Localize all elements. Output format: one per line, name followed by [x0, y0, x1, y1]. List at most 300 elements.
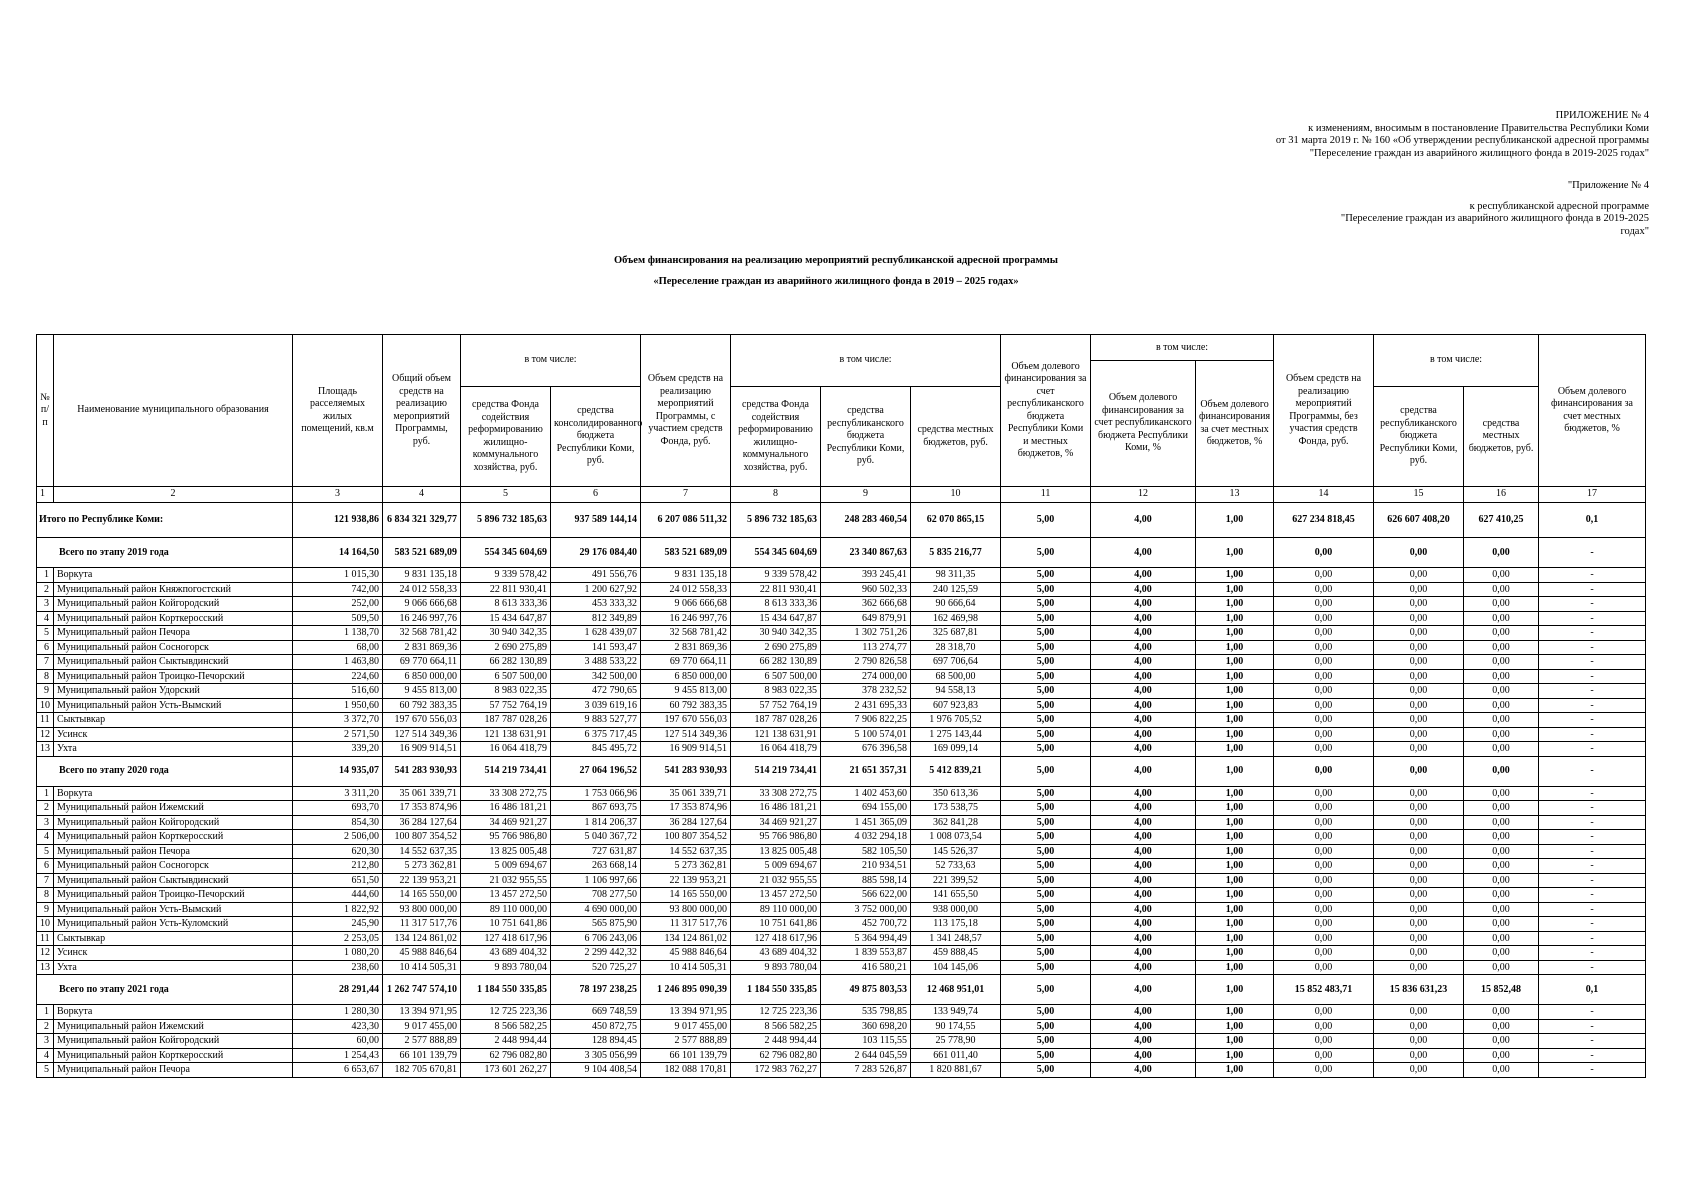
table-cell: 8 983 022,35	[461, 684, 551, 699]
table-cell: 9 883 527,77	[551, 713, 641, 728]
table-row	[37, 1005, 1646, 1020]
table-cell: 197 670 556,03	[383, 713, 461, 728]
table-cell: 0,00	[1374, 946, 1464, 961]
municipality-name: Муниципальный район Корткеросский	[54, 1048, 293, 1063]
table-cell: 0,00	[1374, 1019, 1464, 1034]
table-cell: -	[1539, 1034, 1646, 1049]
row-index: 8	[37, 888, 54, 903]
table-cell: 2 448 994,44	[731, 1034, 821, 1049]
row-index: 10	[37, 698, 54, 713]
table-cell: 0,00	[1274, 727, 1374, 742]
document-title: Объем финансирования на реализацию мероприятий республиканской адресной программы	[614, 255, 1058, 266]
table-cell: 12 725 223,36	[731, 1005, 821, 1020]
table-cell: 212,80	[293, 859, 383, 874]
total-cell: 5 896 732 185,63	[731, 503, 821, 538]
stage-row	[37, 756, 1646, 786]
table-row	[37, 669, 1646, 684]
table-cell: 30 940 342,35	[461, 626, 551, 641]
total-cell: 627 410,25	[1464, 503, 1539, 538]
table-cell: 5,00	[1001, 1063, 1091, 1078]
table-cell: 4,00	[1091, 1019, 1196, 1034]
table-cell: 5,00	[1001, 946, 1091, 961]
municipality-name: Муниципальный район Сосногорск	[54, 859, 293, 874]
table-cell: 4,00	[1091, 888, 1196, 903]
table-cell: 4,00	[1091, 684, 1196, 699]
column-number: 9	[821, 487, 911, 503]
table-cell: 1,00	[1196, 888, 1274, 903]
column-number: 13	[1196, 487, 1274, 503]
table-cell: 1 008 073,54	[911, 830, 1001, 845]
table-body	[37, 503, 1646, 1078]
table-cell: 94 558,13	[911, 684, 1001, 699]
table-cell: 0,00	[1274, 698, 1374, 713]
table-cell: 5,00	[1001, 815, 1091, 830]
table-cell: -	[1539, 597, 1646, 612]
stage-cell: 0,00	[1274, 756, 1374, 786]
header-local: средства местных бюджетов, руб.	[911, 387, 1001, 487]
municipality-name: Ухта	[54, 742, 293, 757]
table-cell: 5,00	[1001, 698, 1091, 713]
table-cell: -	[1539, 815, 1646, 830]
table-cell: 24 012 558,33	[383, 582, 461, 597]
table-cell: 393 245,41	[821, 568, 911, 583]
table-cell: -	[1539, 873, 1646, 888]
stage-cell: 1,00	[1196, 975, 1274, 1005]
table-cell: 13 394 971,95	[383, 1005, 461, 1020]
table-cell: 1 015,30	[293, 568, 383, 583]
table-cell: 1 280,30	[293, 1005, 383, 1020]
table-cell: 1 628 439,07	[551, 626, 641, 641]
table-cell: 4,00	[1091, 669, 1196, 684]
table-cell: 134 124 861,02	[641, 931, 731, 946]
table-cell: 60,00	[293, 1034, 383, 1049]
table-cell: 4,00	[1091, 830, 1196, 845]
stage-cell: 14 935,07	[293, 756, 383, 786]
stage-cell: 5,00	[1001, 756, 1091, 786]
municipality-name: Сыктывкар	[54, 931, 293, 946]
table-cell: 0,00	[1374, 786, 1464, 801]
table-cell: 0,00	[1464, 844, 1539, 859]
municipality-name: Муниципальный район Койгородский	[54, 1034, 293, 1049]
table-cell: 5,00	[1001, 801, 1091, 816]
stage-cell: 4,00	[1091, 538, 1196, 568]
total-cell: 6 834 321 329,77	[383, 503, 461, 538]
table-cell: 0,00	[1464, 815, 1539, 830]
table-cell: 5 100 574,01	[821, 727, 911, 742]
stage-cell: 554 345 604,69	[461, 538, 551, 568]
table-cell: 4,00	[1091, 1034, 1196, 1049]
stage-cell: 0,00	[1464, 756, 1539, 786]
table-cell: 1,00	[1196, 582, 1274, 597]
stage-cell: 514 219 734,41	[731, 756, 821, 786]
table-cell: 1,00	[1196, 1034, 1274, 1049]
table-cell: 472 790,65	[551, 684, 641, 699]
table-cell: 141 655,50	[911, 888, 1001, 903]
table-cell: 2 506,00	[293, 830, 383, 845]
table-cell: 845 495,72	[551, 742, 641, 757]
table-cell: 5 040 367,72	[551, 830, 641, 845]
table-cell: 68,00	[293, 640, 383, 655]
municipality-name: Усинск	[54, 727, 293, 742]
table-cell: 36 284 127,64	[383, 815, 461, 830]
table-cell: 182 705 670,81	[383, 1063, 461, 1078]
table-cell: 9 893 780,04	[731, 960, 821, 975]
table-cell: 22 811 930,41	[731, 582, 821, 597]
table-cell: 0,00	[1374, 801, 1464, 816]
table-cell: 60 792 383,35	[641, 698, 731, 713]
table-cell: -	[1539, 626, 1646, 641]
table-cell: 197 670 556,03	[641, 713, 731, 728]
municipality-name: Сыктывкар	[54, 713, 293, 728]
table-cell: -	[1539, 684, 1646, 699]
table-cell: -	[1539, 669, 1646, 684]
table-cell: 0,00	[1464, 786, 1539, 801]
table-cell: 32 568 781,42	[383, 626, 461, 641]
table-cell: 520 725,27	[551, 960, 641, 975]
table-cell: 62 796 082,80	[731, 1048, 821, 1063]
table-row	[37, 655, 1646, 670]
stage-cell: 0,00	[1274, 538, 1374, 568]
table-cell: 16 486 181,21	[731, 801, 821, 816]
stage-cell: -	[1539, 756, 1646, 786]
table-cell: 0,00	[1274, 859, 1374, 874]
table-cell: 93 800 000,00	[383, 902, 461, 917]
table-cell: 127 418 617,96	[731, 931, 821, 946]
table-cell: 9 104 408,54	[551, 1063, 641, 1078]
table-cell: 812 349,89	[551, 611, 641, 626]
table-cell: 32 568 781,42	[641, 626, 731, 641]
table-row	[37, 946, 1646, 961]
table-cell: 0,00	[1274, 568, 1374, 583]
table-cell: 4,00	[1091, 917, 1196, 932]
table-cell: 0,00	[1274, 931, 1374, 946]
header-share-rep: Объем долевого финансирования за счет республиканского бюджета Республики Коми, %	[1091, 361, 1196, 487]
table-cell: 0,00	[1464, 888, 1539, 903]
table-cell: 1 451 365,09	[821, 815, 911, 830]
municipality-name: Муниципальный район Печора	[54, 626, 293, 641]
stage-cell: 14 164,50	[293, 538, 383, 568]
stage-cell: 514 219 734,41	[461, 756, 551, 786]
table-cell: 35 061 339,71	[641, 786, 731, 801]
appendix-title: ПРИЛОЖЕНИЕ № 4	[1555, 110, 1649, 121]
table-cell: 0,00	[1464, 611, 1539, 626]
table-cell: 0,00	[1374, 844, 1464, 859]
table-cell: 362 666,68	[821, 597, 911, 612]
table-cell: 4,00	[1091, 844, 1196, 859]
municipality-name: Муниципальный район Усть-Вымский	[54, 698, 293, 713]
header-rep-budget-2: средства республиканского бюджета Республики Коми, руб.	[1374, 387, 1464, 487]
municipality-name: Муниципальный район Удорский	[54, 684, 293, 699]
table-cell: 0,00	[1274, 830, 1374, 845]
table-cell: 5,00	[1001, 1034, 1091, 1049]
table-cell: 7 283 526,87	[821, 1063, 911, 1078]
table-cell: 1,00	[1196, 931, 1274, 946]
table-cell: 661 011,40	[911, 1048, 1001, 1063]
table-cell: -	[1539, 698, 1646, 713]
table-row	[37, 713, 1646, 728]
table-cell: 5,00	[1001, 931, 1091, 946]
table-cell: 4,00	[1091, 727, 1196, 742]
table-cell: 938 000,00	[911, 902, 1001, 917]
stage-cell: 23 340 867,63	[821, 538, 911, 568]
column-numbers-row	[37, 487, 1646, 503]
table-cell: 0,00	[1274, 626, 1374, 641]
table-cell: 0,00	[1374, 684, 1464, 699]
table-cell: 89 110 000,00	[731, 902, 821, 917]
header-fund-2: средства Фонда содействия реформированию жилищно-коммунального хозяйства, руб.	[731, 387, 821, 487]
municipality-name: Муниципальный район Троицко-Печорский	[54, 888, 293, 903]
table-cell: 43 689 404,32	[731, 946, 821, 961]
stage-cell: 49 875 803,53	[821, 975, 911, 1005]
table-cell: -	[1539, 611, 1646, 626]
municipality-name: Муниципальный район Сосногорск	[54, 640, 293, 655]
table-cell: 89 110 000,00	[461, 902, 551, 917]
table-cell: 238,60	[293, 960, 383, 975]
table-cell: 1 976 705,52	[911, 713, 1001, 728]
table-row	[37, 786, 1646, 801]
header-share-local: Объем долевого финансирования за счет местных бюджетов, %	[1196, 361, 1274, 487]
row-index: 6	[37, 859, 54, 874]
table-cell: 5,00	[1001, 626, 1091, 641]
stage-cell: -	[1539, 538, 1646, 568]
table-cell: 21 032 955,55	[731, 873, 821, 888]
column-number: 2	[54, 487, 293, 503]
table-cell: 342 500,00	[551, 669, 641, 684]
table-cell: 2 790 826,58	[821, 655, 911, 670]
table-cell: 16 064 418,79	[731, 742, 821, 757]
table-cell: 444,60	[293, 888, 383, 903]
table-cell: 1,00	[1196, 698, 1274, 713]
table-cell: -	[1539, 946, 1646, 961]
table-cell: 9 066 666,68	[383, 597, 461, 612]
table-cell: 4,00	[1091, 698, 1196, 713]
table-cell: 1 753 066,96	[551, 786, 641, 801]
table-cell: 4,00	[1091, 960, 1196, 975]
table-cell: 1 839 553,87	[821, 946, 911, 961]
table-cell: 0,00	[1274, 1048, 1374, 1063]
table-cell: 60 792 383,35	[383, 698, 461, 713]
stage-label: Всего по этапу 2021 года	[37, 975, 293, 1005]
table-cell: -	[1539, 1019, 1646, 1034]
table-cell: 252,00	[293, 597, 383, 612]
table-row	[37, 859, 1646, 874]
stage-cell: 78 197 238,25	[551, 975, 641, 1005]
table-row	[37, 698, 1646, 713]
stage-cell: 12 468 951,01	[911, 975, 1001, 1005]
table-cell: 34 469 921,27	[461, 815, 551, 830]
table-cell: 1,00	[1196, 742, 1274, 757]
table-cell: 2 577 888,89	[641, 1034, 731, 1049]
table-cell: 1,00	[1196, 713, 1274, 728]
table-cell: 245,90	[293, 917, 383, 932]
stage-cell: 15 852,48	[1464, 975, 1539, 1005]
table-cell: 90 666,64	[911, 597, 1001, 612]
total-cell: 627 234 818,45	[1274, 503, 1374, 538]
table-cell: 4,00	[1091, 713, 1196, 728]
table-cell: 3 311,20	[293, 786, 383, 801]
table-cell: 5,00	[1001, 888, 1091, 903]
table-cell: 5,00	[1001, 727, 1091, 742]
column-number: 14	[1274, 487, 1374, 503]
table-cell: 2 448 994,44	[461, 1034, 551, 1049]
total-cell: 62 070 865,15	[911, 503, 1001, 538]
table-cell: 0,00	[1464, 801, 1539, 816]
table-cell: 0,00	[1374, 1048, 1464, 1063]
table-cell: 5,00	[1001, 873, 1091, 888]
header-consolidated: средства консолидированного бюджета Республики Коми, руб.	[551, 387, 641, 487]
table-cell: 1 950,60	[293, 698, 383, 713]
column-number: 3	[293, 487, 383, 503]
table-row	[37, 568, 1646, 583]
header-share-total: Объем долевого финансирования за счет республиканского бюджета Республики Коми и местных бюджетов, %	[1001, 335, 1091, 487]
total-cell: 5 896 732 185,63	[461, 503, 551, 538]
table-cell: 1,00	[1196, 727, 1274, 742]
table-cell: 14 165 550,00	[383, 888, 461, 903]
table-cell: 10 751 641,86	[731, 917, 821, 932]
table-cell: 182 088 170,81	[641, 1063, 731, 1078]
table-row	[37, 815, 1646, 830]
table-cell: 651,50	[293, 873, 383, 888]
table-cell: 5,00	[1001, 655, 1091, 670]
municipality-name: Муниципальный район Усть-Куломский	[54, 917, 293, 932]
table-cell: 9 893 780,04	[461, 960, 551, 975]
table-cell: 4,00	[1091, 626, 1196, 641]
table-row	[37, 960, 1646, 975]
stage-cell: 0,00	[1374, 538, 1464, 568]
table-cell: 0,00	[1274, 582, 1374, 597]
table-cell: 22 139 953,21	[641, 873, 731, 888]
table-cell: 0,00	[1274, 888, 1374, 903]
table-cell: 5,00	[1001, 713, 1091, 728]
header-num: № п/п	[37, 335, 54, 487]
table-cell: 4,00	[1091, 742, 1196, 757]
stage-cell: 1 184 550 335,85	[731, 975, 821, 1005]
table-cell: 960 502,33	[821, 582, 911, 597]
table-cell: 0,00	[1464, 742, 1539, 757]
header-name: Наименование муниципального образования	[54, 335, 293, 487]
table-cell: 17 353 874,96	[383, 801, 461, 816]
table-cell: 5,00	[1001, 917, 1091, 932]
table-cell: 0,00	[1274, 1063, 1374, 1078]
table-cell: 4,00	[1091, 873, 1196, 888]
municipality-name: Воркута	[54, 786, 293, 801]
row-index: 3	[37, 1034, 54, 1049]
table-cell: 0,00	[1274, 655, 1374, 670]
table-cell: 169 099,14	[911, 742, 1001, 757]
table-cell: 69 770 664,11	[383, 655, 461, 670]
table-cell: 669 748,59	[551, 1005, 641, 1020]
municipality-name: Муниципальный район Усть-Вымский	[54, 902, 293, 917]
table-cell: 274 000,00	[821, 669, 911, 684]
table-row	[37, 742, 1646, 757]
table-cell: 4,00	[1091, 1063, 1196, 1078]
table-cell: 16 246 997,76	[641, 611, 731, 626]
table-cell: 6 850 000,00	[383, 669, 461, 684]
column-number: 8	[731, 487, 821, 503]
stage-cell: 15 852 483,71	[1274, 975, 1374, 1005]
table-cell: 5,00	[1001, 597, 1091, 612]
table-cell: -	[1539, 568, 1646, 583]
row-index: 1	[37, 568, 54, 583]
table-cell: 113 175,18	[911, 917, 1001, 932]
table-cell: 100 807 354,52	[383, 830, 461, 845]
table-cell: 13 457 272,50	[461, 888, 551, 903]
table-cell: 325 687,81	[911, 626, 1001, 641]
table-cell: 33 308 272,75	[461, 786, 551, 801]
financing-table	[36, 334, 1646, 1078]
table-cell: 0,00	[1274, 1019, 1374, 1034]
table-cell: 0,00	[1374, 727, 1464, 742]
table-cell: 0,00	[1464, 1063, 1539, 1078]
table-cell: 5,00	[1001, 859, 1091, 874]
table-cell: 16 909 914,51	[383, 742, 461, 757]
table-cell: 0,00	[1464, 830, 1539, 845]
table-cell: 2 431 695,33	[821, 698, 911, 713]
table-cell: 69 770 664,11	[641, 655, 731, 670]
table-cell: 2 690 275,89	[461, 640, 551, 655]
table-cell: 0,00	[1374, 815, 1464, 830]
table-cell: 2 690 275,89	[731, 640, 821, 655]
table-cell: 4 690 000,00	[551, 902, 641, 917]
table-cell: 5 273 362,81	[383, 859, 461, 874]
table-cell: 0,00	[1374, 655, 1464, 670]
column-number: 7	[641, 487, 731, 503]
table-cell: 3 488 533,22	[551, 655, 641, 670]
table-cell: 95 766 986,80	[731, 830, 821, 845]
table-cell: 649 879,91	[821, 611, 911, 626]
table-cell: 1 106 997,66	[551, 873, 641, 888]
table-cell: 0,00	[1274, 611, 1374, 626]
table-cell: 1,00	[1196, 1048, 1274, 1063]
table-row	[37, 727, 1646, 742]
table-cell: 5,00	[1001, 1005, 1091, 1020]
table-cell: 2 299 442,32	[551, 946, 641, 961]
table-row	[37, 888, 1646, 903]
table-cell: 0,00	[1464, 698, 1539, 713]
table-cell: -	[1539, 786, 1646, 801]
table-cell: 4,00	[1091, 786, 1196, 801]
table-cell: 0,00	[1464, 873, 1539, 888]
table-cell: 339,20	[293, 742, 383, 757]
table-cell: 5,00	[1001, 640, 1091, 655]
table-cell: 1,00	[1196, 917, 1274, 932]
table-cell: 1 822,92	[293, 902, 383, 917]
table-cell: 3 039 619,16	[551, 698, 641, 713]
table-cell: 0,00	[1374, 742, 1464, 757]
table-cell: 0,00	[1274, 1034, 1374, 1049]
table-cell: 0,00	[1464, 626, 1539, 641]
table-cell: 4,00	[1091, 582, 1196, 597]
stage-cell: 5 835 216,77	[911, 538, 1001, 568]
appendix-header	[1276, 110, 1649, 160]
stage-cell: 1 184 550 335,85	[461, 975, 551, 1005]
table-cell: 5 009 694,67	[731, 859, 821, 874]
table-cell: 30 940 342,35	[731, 626, 821, 641]
table-cell: -	[1539, 1005, 1646, 1020]
municipality-name: Муниципальный район Сыктывдинский	[54, 655, 293, 670]
table-cell: 0,00	[1374, 960, 1464, 975]
table-cell: 4,00	[1091, 568, 1196, 583]
table-cell: -	[1539, 742, 1646, 757]
table-cell: 1 138,70	[293, 626, 383, 641]
table-cell: 566 622,00	[821, 888, 911, 903]
row-index: 13	[37, 960, 54, 975]
table-cell: 145 526,37	[911, 844, 1001, 859]
table-cell: 1,00	[1196, 873, 1274, 888]
column-number: 15	[1374, 487, 1464, 503]
table-cell: 5,00	[1001, 684, 1091, 699]
table-cell: 0,00	[1374, 917, 1464, 932]
